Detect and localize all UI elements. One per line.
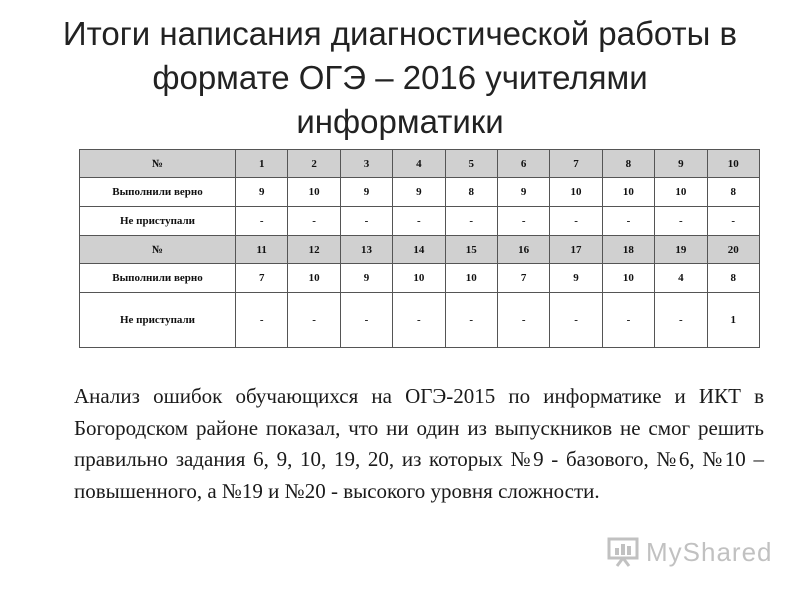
row-label: Не приступали	[80, 293, 236, 348]
table-cell: 9	[340, 264, 392, 293]
table-cell: -	[288, 293, 340, 348]
header-cell: 10	[707, 150, 759, 178]
table-cell: -	[655, 293, 707, 348]
table-cell: 10	[393, 264, 445, 293]
analysis-paragraph	[74, 381, 764, 507]
watermark-text: MyShared	[646, 536, 773, 567]
header-cell: 4	[393, 150, 445, 178]
table-cell: 1	[707, 293, 759, 348]
table-cell: 10	[288, 178, 340, 207]
results-table	[79, 149, 760, 348]
header-cell: 14	[393, 236, 445, 264]
title-line-3: информатики	[296, 103, 504, 140]
header-cell: №	[80, 236, 236, 264]
table-cell: 10	[445, 264, 497, 293]
table-cell: -	[497, 293, 549, 348]
table-cell: -	[602, 207, 654, 236]
analysis-text: Анализ ошибок обучающихся на ОГЭ-2015 по информатике и ИКТ в Богородском районе показал, что ни один из выпускников не смог решить правильно задания 6, 9, 10, 19, 20, из которых №9 - базового, №6, №10 – повышенного, а №19 и №20 - высокого уровня сложности.	[74, 384, 764, 503]
table-header-row	[80, 236, 760, 264]
header-cell: 18	[602, 236, 654, 264]
table-cell: -	[340, 293, 392, 348]
table-header-row	[80, 150, 760, 178]
title-line-1: Итоги написания диагностической работы в	[62, 15, 738, 52]
table-row	[80, 264, 760, 293]
header-cell: 6	[497, 150, 549, 178]
table-cell: -	[288, 207, 340, 236]
table-cell: 8	[445, 178, 497, 207]
table-cell: -	[550, 207, 602, 236]
table-cell: 8	[707, 178, 759, 207]
header-cell: 11	[236, 236, 288, 264]
table-cell: 10	[288, 264, 340, 293]
header-cell: 20	[707, 236, 759, 264]
table-cell: 9	[236, 178, 288, 207]
title-line-2: формате ОГЭ – 2016 учителями	[152, 59, 648, 96]
table-cell: 10	[602, 264, 654, 293]
table-cell: -	[393, 207, 445, 236]
table-cell: 9	[550, 264, 602, 293]
header-cell: 8	[602, 150, 654, 178]
table-row	[80, 293, 760, 348]
table-cell: -	[655, 207, 707, 236]
slide-title	[40, 12, 760, 144]
header-cell: 16	[497, 236, 549, 264]
table-cell: 4	[655, 264, 707, 293]
table-cell: 9	[497, 178, 549, 207]
header-cell: 7	[550, 150, 602, 178]
header-cell: 13	[340, 236, 392, 264]
table-cell: -	[497, 207, 549, 236]
header-cell: №	[80, 150, 236, 178]
table-cell: -	[550, 293, 602, 348]
table-cell: -	[707, 207, 759, 236]
row-label: Выполнили верно	[80, 178, 236, 207]
table-row	[80, 207, 760, 236]
row-label: Не приступали	[80, 207, 236, 236]
table-cell: -	[236, 293, 288, 348]
header-cell: 19	[655, 236, 707, 264]
watermark	[606, 536, 773, 568]
table-cell: 9	[393, 178, 445, 207]
header-cell: 15	[445, 236, 497, 264]
table-cell: -	[393, 293, 445, 348]
header-cell: 12	[288, 236, 340, 264]
table-cell: -	[236, 207, 288, 236]
table-cell: 10	[602, 178, 654, 207]
table-row	[80, 178, 760, 207]
header-cell: 2	[288, 150, 340, 178]
header-cell: 5	[445, 150, 497, 178]
header-cell: 17	[550, 236, 602, 264]
presentation-board-icon	[606, 536, 640, 568]
table-cell: 9	[340, 178, 392, 207]
table-cell: 7	[497, 264, 549, 293]
header-cell: 1	[236, 150, 288, 178]
table-cell: 10	[550, 178, 602, 207]
table-cell: 8	[707, 264, 759, 293]
table-cell: -	[340, 207, 392, 236]
table-cell: -	[445, 207, 497, 236]
row-label: Выполнили верно	[80, 264, 236, 293]
header-cell: 9	[655, 150, 707, 178]
table-cell: -	[602, 293, 654, 348]
header-cell: 3	[340, 150, 392, 178]
table-cell: 10	[655, 178, 707, 207]
table-cell: -	[445, 293, 497, 348]
table-cell: 7	[236, 264, 288, 293]
